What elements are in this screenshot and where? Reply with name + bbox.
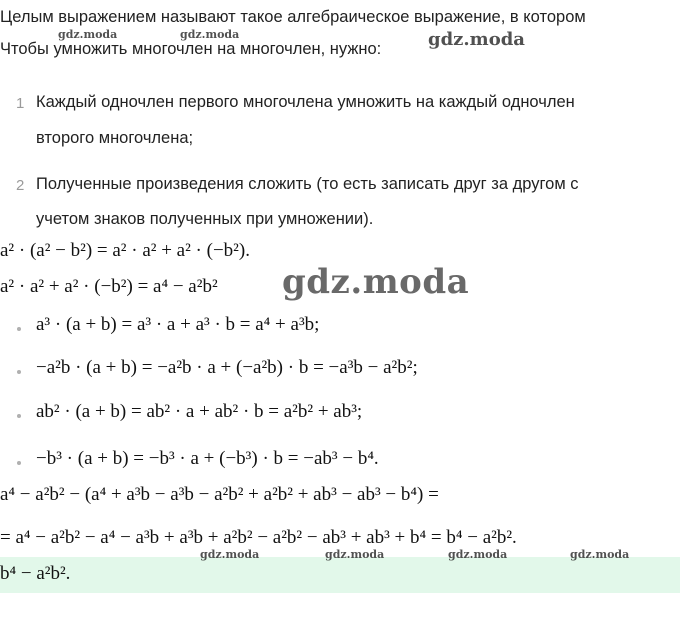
equation-2: a² · a² + a² · (−b²) = a⁴ − a²b² <box>0 276 218 297</box>
equation-1: a² · (a² − b²) = a² · a² + a² · (−b²). <box>0 240 250 261</box>
list-item-text: Полученные произведения сложить (то есть записать друг за другом с <box>36 175 579 193</box>
bullet-equation: ab² · (a + b) = ab² · a + ab² · b = a²b² + ab³; <box>36 401 363 422</box>
answer-equation: b⁴ − a²b². <box>0 563 71 584</box>
bullet-equation: −a²b · (a + b) = −a²b · a + (−a²b) · b = −a³b − a²b²; <box>36 357 418 378</box>
watermark: gdz.moda <box>448 548 508 561</box>
bullet-dot <box>17 461 21 465</box>
intro-line-1: Целым выражением называют такое алгебраическое выражение, в котором <box>0 8 586 26</box>
watermark: gdz.moda <box>58 28 118 41</box>
watermark: gdz.moda <box>180 28 240 41</box>
list-number: 1 <box>16 95 25 112</box>
bullet-dot <box>17 370 21 374</box>
watermark: gdz.moda <box>570 548 630 561</box>
watermark: gdz.moda <box>282 262 470 302</box>
equation-3: a⁴ − a²b² − (a⁴ + a³b − a³b − a²b² + a²b² + ab³ − ab³ − b⁴) = <box>0 484 439 505</box>
list-item-text: второго многочлена; <box>36 129 194 147</box>
list-number: 2 <box>16 177 25 194</box>
watermark: gdz.moda <box>200 548 260 561</box>
equation-4: = a⁴ − a²b² − a⁴ − a³b + a³b + a²b² − a²b² − ab³ + ab³ + b⁴ = b⁴ − a²b². <box>0 527 517 548</box>
watermark: gdz.moda <box>428 29 525 50</box>
list-item-text: учетом знаков полученных при умножении). <box>36 210 374 228</box>
watermark: gdz.moda <box>325 548 385 561</box>
answer-highlight <box>0 557 680 593</box>
bullet-dot <box>17 327 21 331</box>
bullet-equation: −b³ · (a + b) = −b³ · a + (−b³) · b = −ab³ − b⁴. <box>36 448 379 469</box>
bullet-dot <box>17 414 21 418</box>
intro-line-2: Чтобы умножить многочлен на многочлен, нужно: <box>0 40 382 58</box>
bullet-equation: a³ · (a + b) = a³ · a + a³ · b = a⁴ + a³b; <box>36 314 320 335</box>
list-item-text: Каждый одночлен первого многочлена умножить на каждый одночлен <box>36 93 575 111</box>
